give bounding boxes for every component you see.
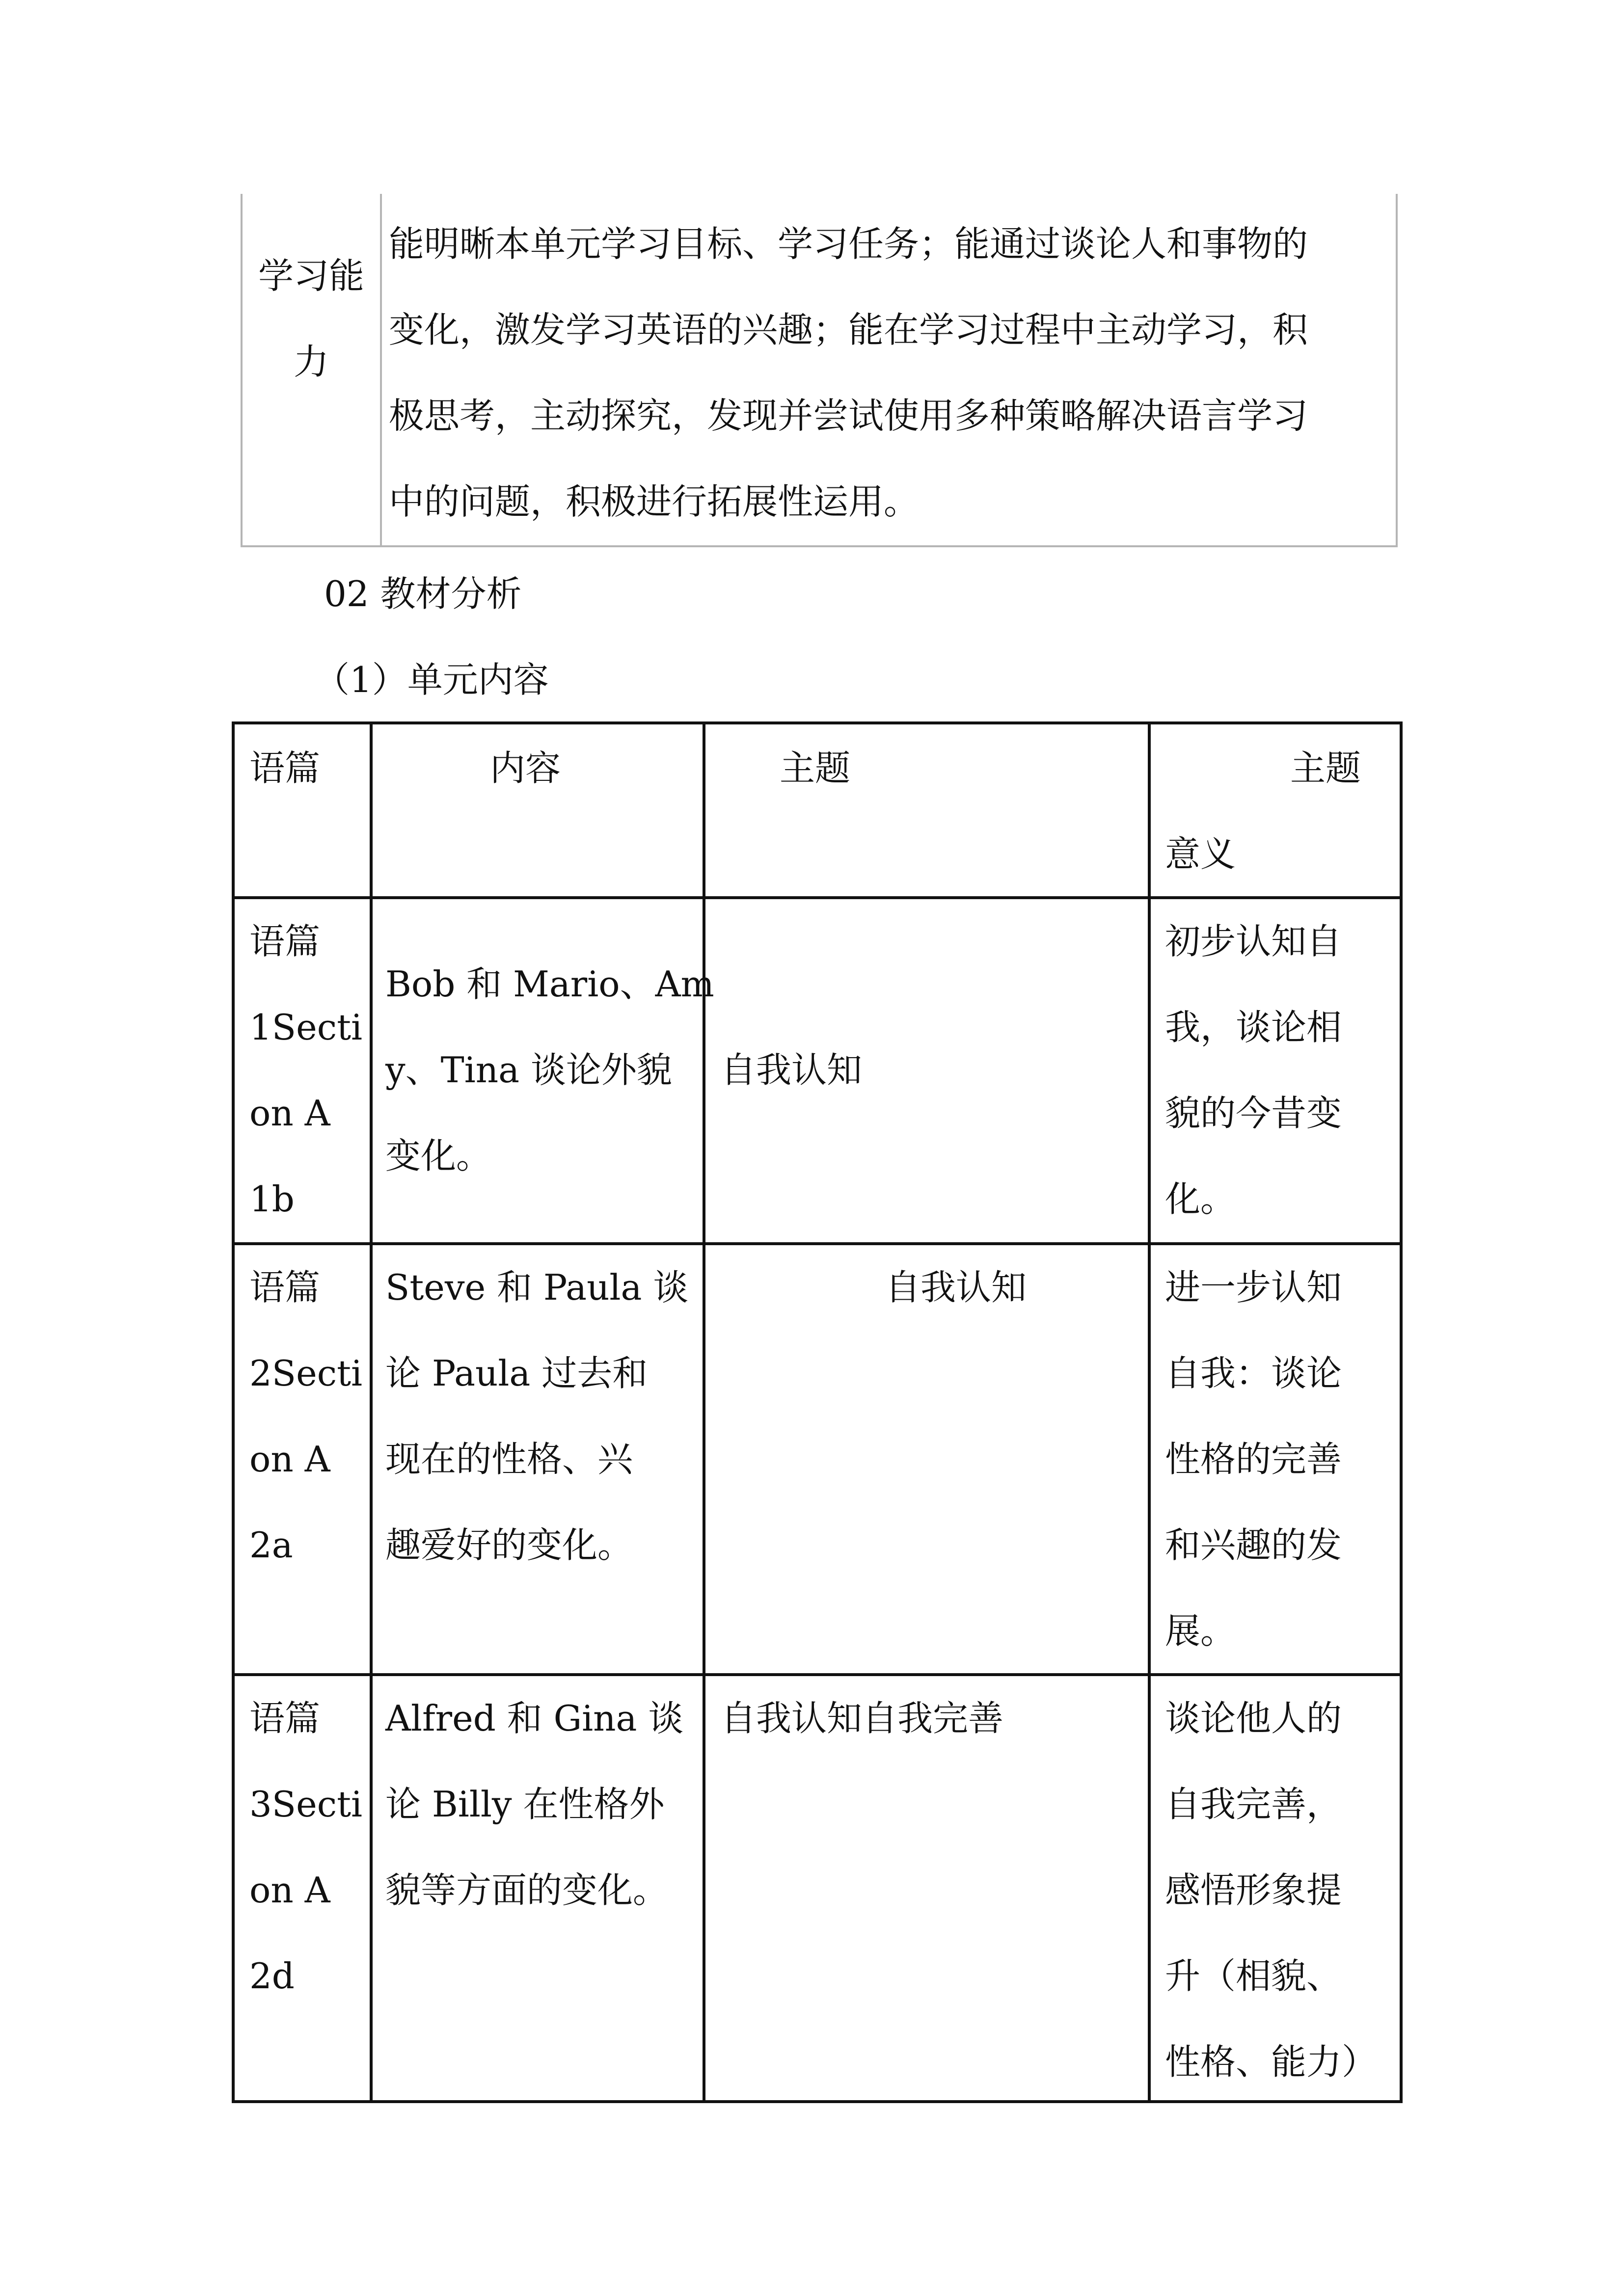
cell-line: y、Tina 谈论外貌 [385, 1049, 672, 1091]
cell-line: 初步认知自 [1165, 921, 1342, 962]
row3-col3: 自我认知自我完善 [721, 1698, 1004, 1739]
cell-line: 性格、能力） [1165, 2041, 1378, 2082]
cell-line: 感悟形象提 [1165, 1869, 1342, 1911]
table-vline [370, 724, 373, 2100]
ability-description [389, 201, 1395, 545]
column-divider [380, 194, 382, 545]
cell-line: 3Secti [249, 1784, 363, 1825]
cell-line: 变化。 [385, 1135, 492, 1176]
cell-line: 化。 [1165, 1178, 1236, 1220]
cell-line: 1Secti [249, 1007, 363, 1048]
cell-line: 论 Paula 过去和 [385, 1353, 648, 1394]
cell-line: Alfred 和 Gina 谈 [385, 1698, 684, 1739]
cell-line: 升（相貌、 [1165, 1955, 1342, 1997]
ability-table-row [241, 194, 1398, 547]
cell-line: 2d [249, 1955, 295, 1997]
cell-line: 1b [249, 1178, 295, 1220]
sub-heading: （1）单元内容 [314, 659, 549, 700]
row1-col2 [385, 941, 714, 1199]
table-vline [1148, 724, 1151, 2100]
cell-line: Bob 和 Mario、Am [385, 963, 714, 1005]
ability-text-line: 中的问题，积极进行拓展性运用。 [389, 481, 920, 522]
cell-line: 趣爱好的变化。 [385, 1524, 633, 1566]
cell-line: 自我完善， [1165, 1784, 1342, 1825]
cell-line: 自我：谈论 [1165, 1353, 1342, 1394]
row2-col1 [249, 1245, 362, 1588]
ability-label-line: 学习能 [258, 255, 364, 296]
cell-line: 展。 [1165, 1610, 1236, 1652]
row2-col2 [385, 1245, 688, 1588]
unit-content-table [232, 721, 1403, 2103]
ability-label-line: 力 [293, 341, 329, 382]
cell-line: 2a [249, 1524, 293, 1566]
cell-line: 性格的完善 [1165, 1439, 1342, 1480]
cell-line: 和兴趣的发 [1165, 1524, 1342, 1566]
header-col4-line2: 意义 [1165, 833, 1236, 875]
header-col2: 内容 [490, 748, 561, 789]
header-col3: 主题 [780, 748, 851, 789]
table-vline [703, 724, 705, 2100]
header-col1: 语篇 [249, 748, 321, 789]
row1-col4 [1165, 899, 1342, 1242]
ability-text-line: 极思考，主动探究，发现并尝试使用多种策略解决语言学习 [389, 395, 1308, 436]
cell-line: on A [249, 1869, 330, 1911]
cell-line: 语篇 [249, 1267, 321, 1308]
cell-line: 语篇 [249, 921, 321, 962]
cell-line: on A [249, 1093, 330, 1134]
cell-line: on A [249, 1439, 330, 1480]
row1-col3: 自我认知 [721, 1049, 863, 1091]
row3-col2 [385, 1676, 683, 1933]
cell-line: 貌的今昔变 [1165, 1093, 1342, 1134]
cell-line: 我，谈论相 [1165, 1007, 1342, 1048]
row2-col3: 自我认知 [885, 1267, 1027, 1308]
cell-line: 论 Billy 在性格外 [385, 1784, 665, 1825]
row3-col1 [249, 1676, 362, 2019]
cell-line: 谈论他人的 [1165, 1698, 1342, 1739]
cell-line: 语篇 [249, 1698, 321, 1739]
section-heading: 02 教材分析 [324, 573, 522, 614]
cell-line: 现在的性格、兴 [385, 1439, 633, 1480]
row1-col1 [249, 899, 362, 1242]
header-col4-line1: 主题 [1290, 748, 1361, 789]
cell-line: 2Secti [249, 1353, 363, 1394]
row2-col4 [1165, 1245, 1342, 1674]
cell-line: Steve 和 Paula 谈 [385, 1267, 689, 1308]
ability-label [243, 233, 380, 405]
row3-col4 [1165, 1676, 1377, 2105]
ability-text-line: 变化，激发学习英语的兴趣；能在学习过程中主动学习，积 [389, 309, 1308, 350]
cell-line: 进一步认知 [1165, 1267, 1342, 1308]
cell-line: 貌等方面的变化。 [385, 1869, 669, 1911]
ability-text-line: 能明晰本单元学习目标、学习任务；能通过谈论人和事物的 [389, 223, 1308, 265]
